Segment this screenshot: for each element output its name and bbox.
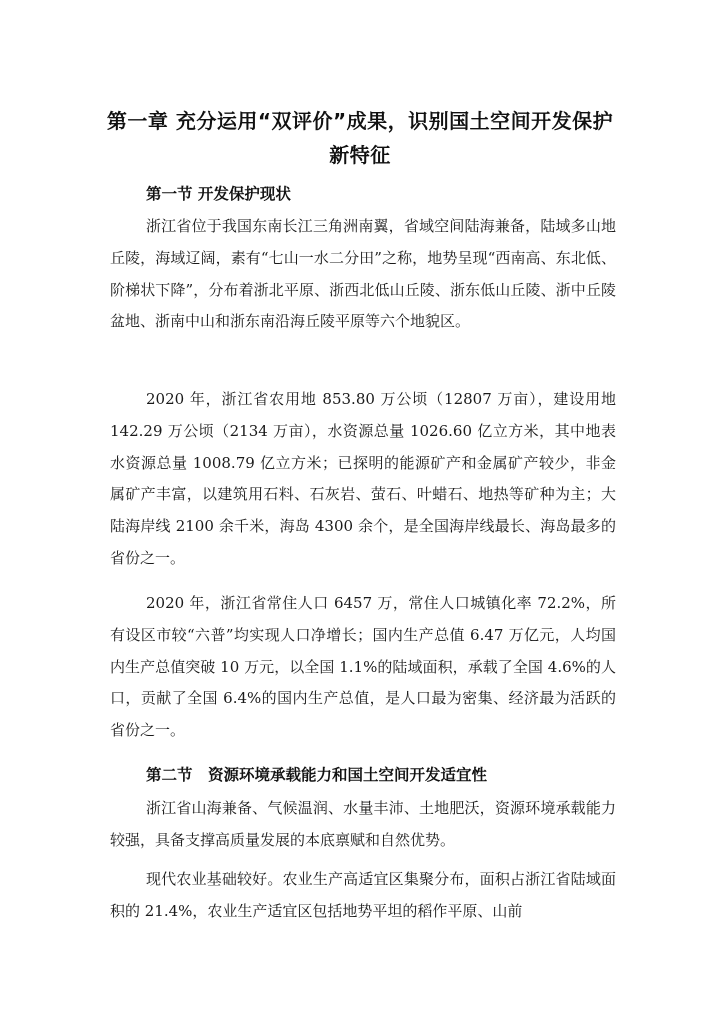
section-heading-2: 第二节 资源环境承载能力和国土空间开发适宜性: [146, 766, 488, 784]
paragraph-2-2: 现代农业基础较好。农业生产高适宜区集聚分布，面积占浙江省陆域面积的 21.4%，农业生产适宜区包括地势平坦的稻作平原、山前: [110, 870, 616, 920]
chapter-title: 第一章 充分运用“双评价”成果，识别国土空间开发保护新特征: [106, 109, 614, 167]
paragraph-2-1: 浙江省山海兼备、气候温润、水量丰沛、土地肥沃，资源环境承载能力较强，具备支撑高质量发展的本底禀赋和自然优势。: [110, 799, 616, 849]
paragraph-1-3: 2020 年，浙江省常住人口 6457 万，常住人口城镇化率 72.2%，所有设区市较“六普”均实现人口净增长；国内生产总值 6.47 万亿元，人均国内生产总值突破 10 万元，以全国 1.1%的陆域面积，承载了全国 4.6%的人口，贡献了全国 6.4%的国内生产总值，是人口最为密集、经济最为活跃的省份之一。: [110, 594, 616, 740]
paragraph-1-1: 浙江省位于我国东南长江三角洲南翼，省域空间陆海兼备，陆域多山地丘陵，海域辽阔，素有“七山一水二分田”之称，地势呈现“西南高、东北低、阶梯状下降”，分布着浙北平原、浙西北低山丘陵、浙东低山丘陵、浙中丘陵盆地、浙南中山和浙东南沿海丘陵平原等六个地貌区。: [110, 217, 616, 331]
paragraph-1-2: 2020 年，浙江省农用地 853.80 万公顷（12807 万亩），建设用地 142.29 万公顷（2134 万亩），水资源总量 1026.60 亿立方米，其中地表水资源总量 1008.79 亿立方米；已探明的能源矿产和金属矿产较少，非金属矿产丰富，以建筑用石料、石灰岩、萤石、叶蜡石、地热等矿种为主；大陆海岸线 2100 余千米，海岛 4300 余个，是全国海岸线最长、海岛最多的省份之一。: [110, 390, 616, 567]
section-heading-1: 第一节 开发保护现状: [146, 185, 291, 203]
